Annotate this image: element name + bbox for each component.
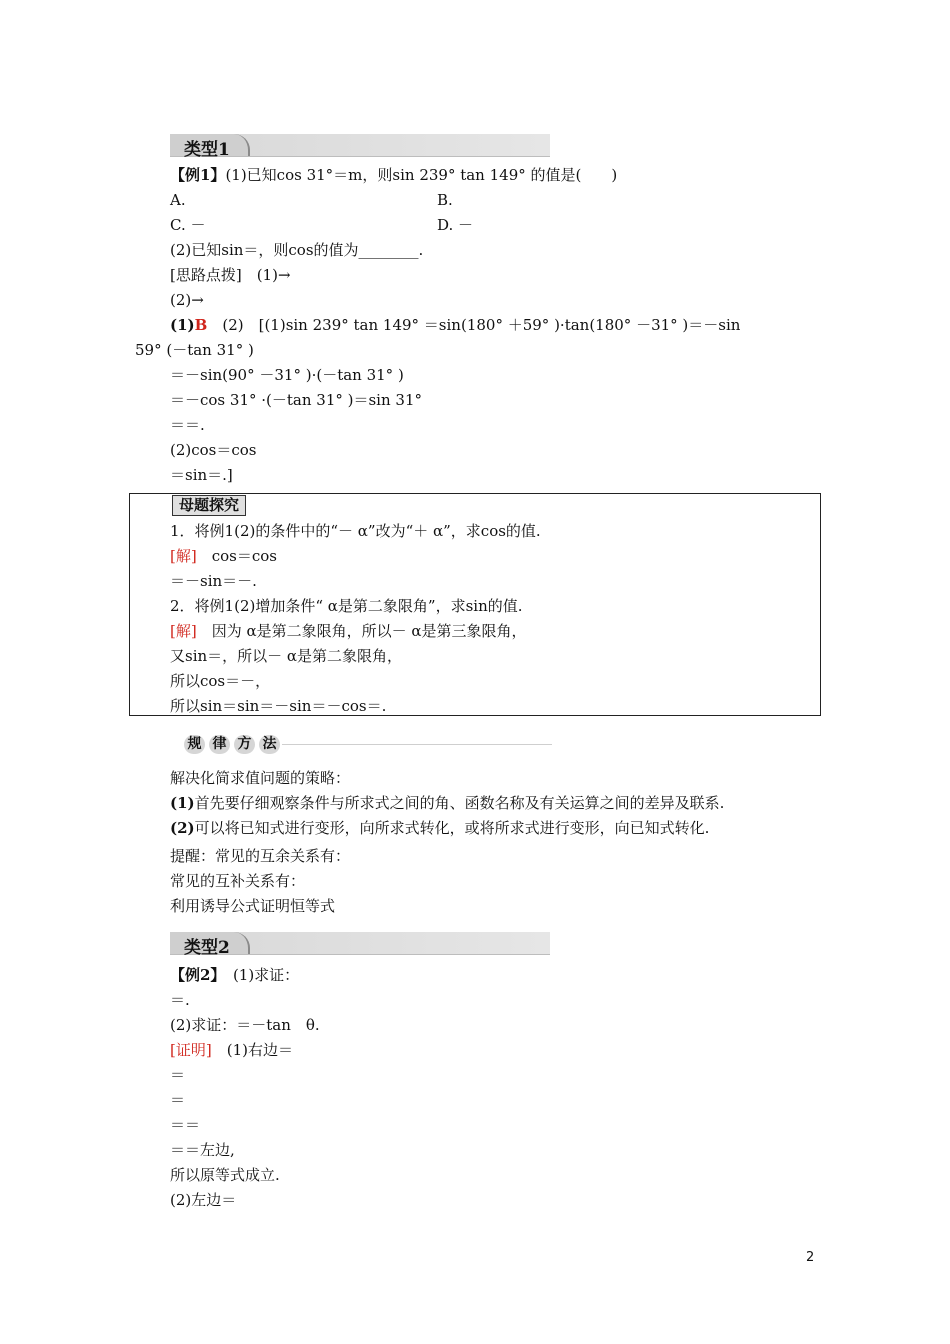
proof-line3: ＝＝ (170, 1116, 201, 1134)
option-c: C. － (170, 216, 206, 234)
option-b: B. (437, 191, 453, 209)
explore-answer2-line1 (170, 621, 527, 641)
answer-text: cos＝cos (196, 547, 277, 565)
method-proof-title: 利用诱导公式证明恒等式 (170, 897, 336, 915)
method-char: 方 (234, 735, 255, 754)
point-number: (1) (170, 794, 195, 812)
point-number: (2) (170, 819, 195, 837)
option-d: D. － (437, 216, 474, 234)
answer-text: 因为 α是第二象限角，所以－ α是第三象限角， (196, 622, 527, 640)
solution-line4: ＝－cos 31° ·(－tan 31° )＝sin 31° (170, 391, 422, 409)
solution-line2: 59° (－tan 31° ) (135, 341, 254, 359)
method-char: 规 (184, 735, 205, 754)
proof-line0 (170, 1040, 293, 1060)
answer-letter: B (194, 316, 208, 334)
solution-tag: [解] (170, 622, 197, 640)
question-text: (1)求证： (217, 966, 300, 984)
explore-label: 母题探究 (172, 495, 246, 516)
solution-line3: ＝－sin(90° －31° )·(－tan 31° ) (170, 366, 404, 384)
question-text: (1)已知cos 31°＝m，则sin 239° tan 149° 的值是( ) (225, 166, 618, 184)
point-text: 可以将已知式进行变形，向所求式转化，或将所求式进行变形，向已知式转化. (194, 819, 710, 837)
example2-line1: ＝. (170, 991, 190, 1009)
proof-tag: [证明] (170, 1041, 212, 1059)
method-intro: 解决化简求值问题的策略： (170, 769, 351, 787)
hint-line2: (2)→ (170, 291, 204, 309)
proof-text: (1)右边＝ (211, 1041, 293, 1059)
example2-question2: (2)求证：＝－tan θ. (170, 1016, 320, 1034)
method-divider (282, 744, 552, 745)
method-char: 法 (259, 735, 280, 754)
proof-line4: ＝＝左边, (170, 1141, 235, 1159)
answer-prefix: (1) (170, 316, 195, 334)
option-a: A. (170, 191, 186, 209)
explore-answer2-line2: 又sin＝，所以－ α是第二象限角， (170, 647, 403, 665)
explore-answer2-line3: 所以cos＝－， (170, 672, 271, 690)
method-point2 (170, 818, 709, 838)
example-tag: 【例2】 (170, 966, 218, 984)
proof-line2: ＝ (170, 1091, 186, 1109)
section-header-type1 (170, 134, 550, 160)
solution-tag: [解] (170, 547, 197, 565)
proof-line6: (2)左边＝ (170, 1191, 237, 1209)
point-text: 首先要仔细观察条件与所求式之间的角、函数名称及有关运算之间的差异及联系. (194, 794, 725, 812)
explore-question1: 1．将例1(2)的条件中的“－ α”改为“＋ α”，求cos的值. (170, 522, 541, 540)
example1-question2: (2)已知sin＝，则cos的值为________. (170, 241, 424, 259)
example2-question1 (170, 965, 299, 985)
method-header (172, 734, 552, 754)
explore-answer1-line1 (170, 546, 277, 566)
method-complement: 常见的互补关系有： (170, 872, 306, 890)
proof-line1: ＝ (170, 1066, 186, 1084)
explore-answer1-line2: ＝－sin＝－. (170, 572, 257, 590)
example-tag: 【例1】 (170, 166, 226, 184)
example1-question1 (170, 165, 617, 185)
explore-question2: 2．将例1(2)增加条件“ α是第二象限角”，求sin的值. (170, 597, 523, 615)
solution-text: (2) [(1)sin 239° tan 149° ＝sin(180° ＋59° )·tan(180° －31° )＝－sin (222, 316, 741, 334)
hint-line1: [思路点拨] (1)→ (170, 266, 291, 284)
section-label: 类型2 (184, 938, 230, 958)
solution-line6: (2)cos＝cos (170, 441, 257, 459)
solution-line5: ＝＝. (170, 416, 205, 434)
section-label: 类型1 (184, 140, 230, 160)
page-number: 2 (806, 1250, 815, 1265)
section-header-type2 (170, 932, 550, 958)
explore-answer2-line4: 所以sin＝sin＝－sin＝－cos＝. (170, 697, 387, 715)
method-char: 律 (209, 735, 230, 754)
proof-line5: 所以原等式成立. (170, 1166, 280, 1184)
solution-line7: ＝sin＝.] (170, 466, 233, 484)
method-reminder: 提醒：常见的互余关系有： (170, 847, 351, 865)
solution-line1 (170, 315, 740, 335)
method-point1 (170, 793, 724, 813)
